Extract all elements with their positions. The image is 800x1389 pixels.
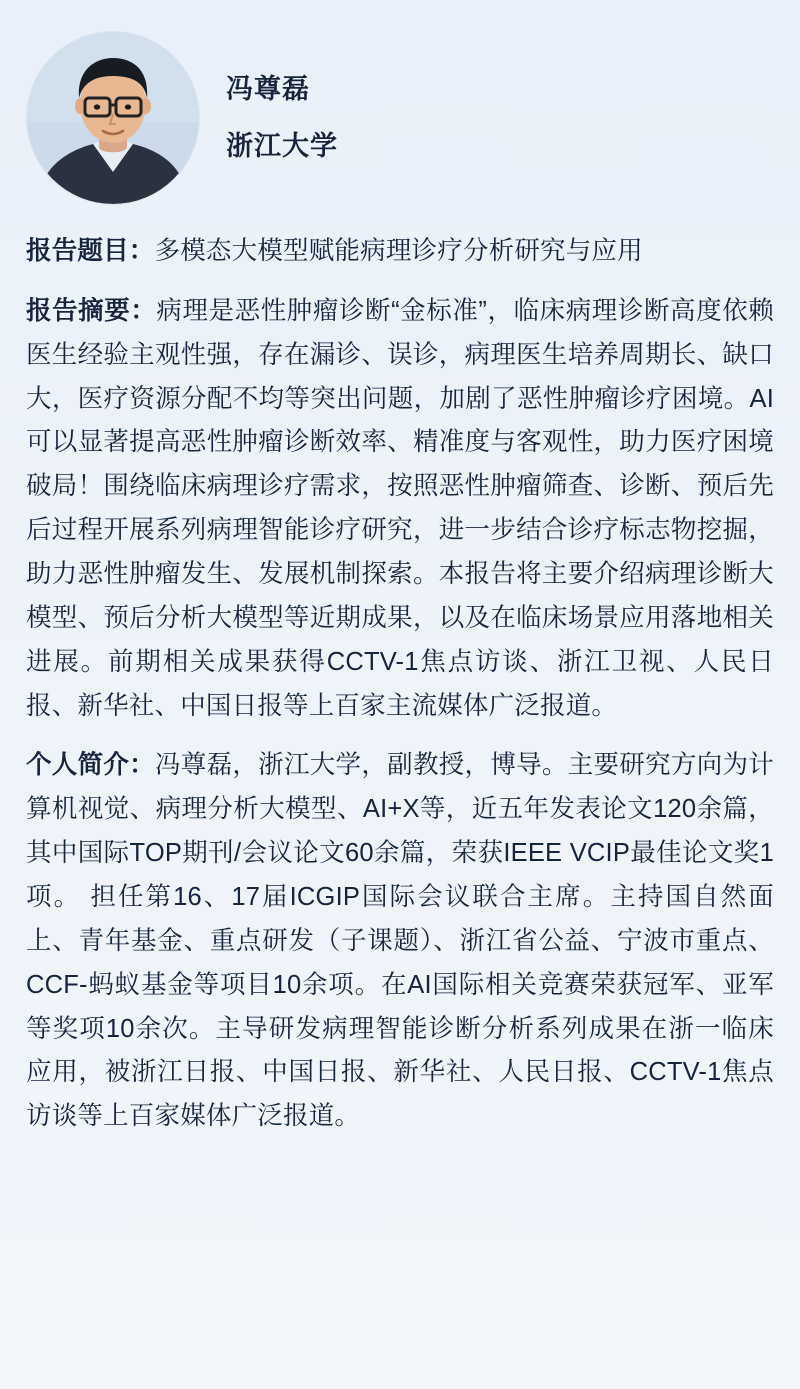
talk-title-label: 报告题目： (26, 237, 155, 265)
speaker-meta (226, 67, 338, 169)
talk-title-text: 多模态大模型赋能病理诊疗分析研究与应用 (154, 237, 643, 265)
bio-label: 个人简介： (26, 751, 155, 780)
portrait-illustration (27, 32, 199, 204)
talk-title-section (26, 230, 774, 274)
bio-section (26, 744, 774, 1139)
speaker-name: 冯尊磊 (226, 74, 310, 104)
abstract-paragraph (26, 290, 774, 729)
bio-text: 冯尊磊，浙江大学，副教授，博导。主要研究方向为计算机视觉、病理分析大模型、AI+X等，近五年发表论文120余篇，其中国际TOP期刊/会议论文60余篇，荣获IEEE VCIP最佳论文奖1项。 担任第16、17届ICGIP国际会议联合主席。主持国自然面上、青年基金、重点研发（子课题）、浙江省公益、宁波市重点、CCF-蚂蚁基金等项目10余项。在AI国际相关竞赛荣获冠军、亚军等奖项10余次。主导研发病理智能诊断分析系列成果在浙一临床应用，被浙江日报、中国日报、新华社、人民日报、CCTV-1焦点访谈等上百家媒体广泛报道。 (26, 751, 774, 1131)
bio-paragraph (26, 744, 774, 1139)
abstract-label: 报告摘要： (26, 296, 157, 325)
talk-title-paragraph (26, 230, 774, 274)
speaker-organization: 浙江大学 (226, 131, 338, 161)
abstract-section (26, 290, 774, 729)
avatar (26, 31, 200, 205)
speaker-header (26, 26, 774, 214)
abstract-text: 病理是恶性肿瘤诊断“金标准”，临床病理诊断高度依赖医生经验主观性强，存在漏诊、误诊，病理医生培养周期长、缺口大，医疗资源分配不均等突出问题，加剧了恶性肿瘤诊疗困境。AI可以显著提高恶性肿瘤诊断效率、精准度与客观性，助力医疗困境破局！围绕临床病理诊疗需求，按照恶性肿瘤筛查、诊断、预后先后过程开展系列病理智能诊疗研究，进一步结合诊疗标志物挖掘，助力恶性肿瘤发生、发展机制探索。本报告将主要介绍病理诊断大模型、预后分析大模型等近期成果，以及在临床场景应用落地相关进展。前期相关成果获得CCTV-1焦点访谈、浙江卫视、人民日报、新华社、中国日报等上百家主流媒体广泛报道。 (26, 296, 774, 720)
